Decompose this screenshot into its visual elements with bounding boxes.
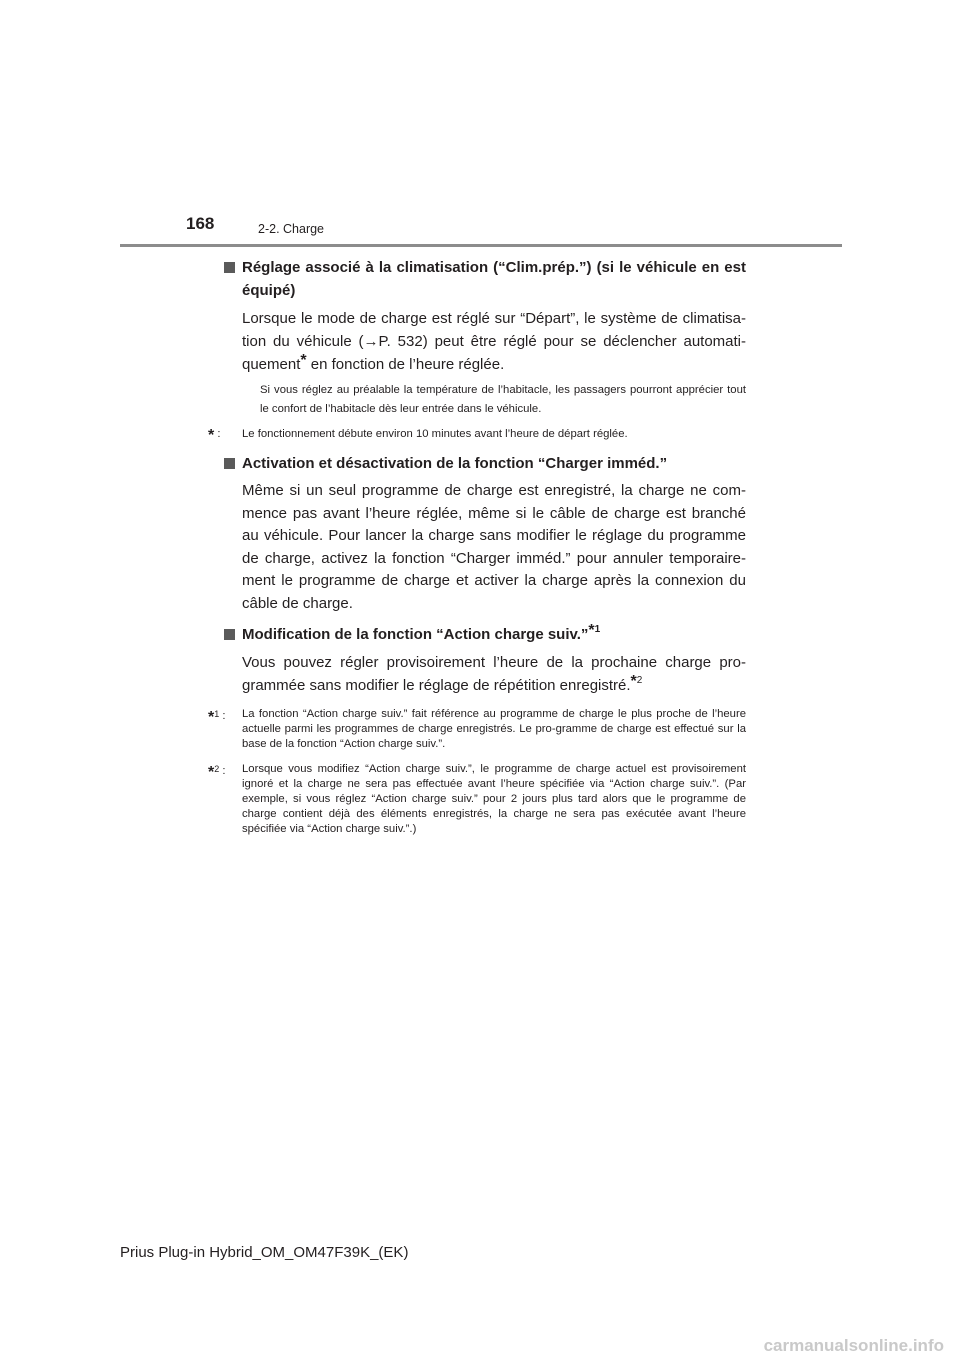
paragraph-charger: Même si un seul programme de charge est enregistré, la charge ne com-mence pas avant l’heure réglée, même si le câble de charge est branché au véhicule. Pour lancer la charge sans modifier le réglage du programme de charge, activez la fonction “Charger imméd.” pour annuler temporaire-ment le programme de charge et activer la charge après la connexion du câble de charge. [242,482,746,612]
footnote-marker: * [300,352,307,369]
paragraph-text: P. 532) peut être réglé pour se déclencher automati-quement [242,333,746,373]
document-id-footer: Prius Plug-in Hybrid_OM_OM47F39K_(EK) [120,1244,409,1261]
heading-text: Activation et désactivation de la fonction “Charger imméd.” [242,455,668,472]
footnote-1 [208,707,746,752]
section-heading-charger [208,452,746,475]
section-heading-clim [208,256,746,302]
footnote-marker: *$^1$ : [208,709,226,726]
paragraph-text: Vous pouvez régler provisoirement l’heure de la prochaine charge pro-grammée sans modifier le réglage de répétition enregistré. [242,654,746,694]
paragraph-action [208,651,746,697]
heading-text: Modification de la fonction “Action charge suiv.” [242,626,589,643]
paragraph-text: Lorsque le mode de charge est réglé sur “Départ”, le système de climatisa-tion du véhicule ( [242,310,746,350]
footnote-2 [208,762,746,837]
footnote-text: Le fonctionnement débute environ 10 minutes avant l’heure de départ réglée. [242,428,628,440]
footnote-clim [208,427,746,442]
footnote-text: La fonction “Action charge suiv.” fait référence au programme de charge le plus proche de l’heure actuelle parmi les programmes de charge enregistrés. Le pro-gramme de charge est effectué sur la base de la fonction “Action charge suiv.”. [242,708,746,750]
footnote-text: Lorsque vous modifiez “Action charge suiv.”, le programme de charge actuel est provisoirement ignoré et la charge ne sera pas effectuée avant l’heure spécifiée via “Action charge suiv.”. (Par exemple, si vous réglez “Action charge suiv.” pour 2 jours plus tard alors que le programme de charge contient déjà des éléments enregistrés, la charge ne sera pas exécutée avant l’heure spécifiée via “Action charge suiv.”.) [242,763,746,835]
square-bullet-icon [224,262,235,273]
footnote-marker: * [630,673,637,690]
paragraph-text: en fonction de l’heure réglée. [306,356,505,373]
section-title: 2-2. Charge [258,222,325,236]
footnote-marker: * : [208,427,221,444]
note-clim: Si vous réglez au préalable la température de l’habitacle, les passagers pourront apprécier tout le confort de l’habitacle dès leur entrée dans le véhicule. [260,384,746,415]
square-bullet-icon [224,629,235,640]
footnote-marker-number: 1 [594,624,601,635]
page-content [208,256,746,837]
watermark: carmanualsonline.info [763,1336,944,1355]
square-bullet-icon [224,458,235,469]
paragraph-clim [208,307,746,376]
header-divider [120,244,842,247]
arrow-icon: → [363,333,379,350]
section-heading-action [208,623,746,646]
footnote-marker: * [588,622,595,639]
page-number: 168 [186,214,215,233]
heading-text: Réglage associé à la climatisation (“Clim.prép.”) (si le véhicule en est équipé) [242,259,746,299]
footnote-marker: *$^2$ : [208,764,226,781]
footnote-marker-number: 2 [636,675,643,686]
